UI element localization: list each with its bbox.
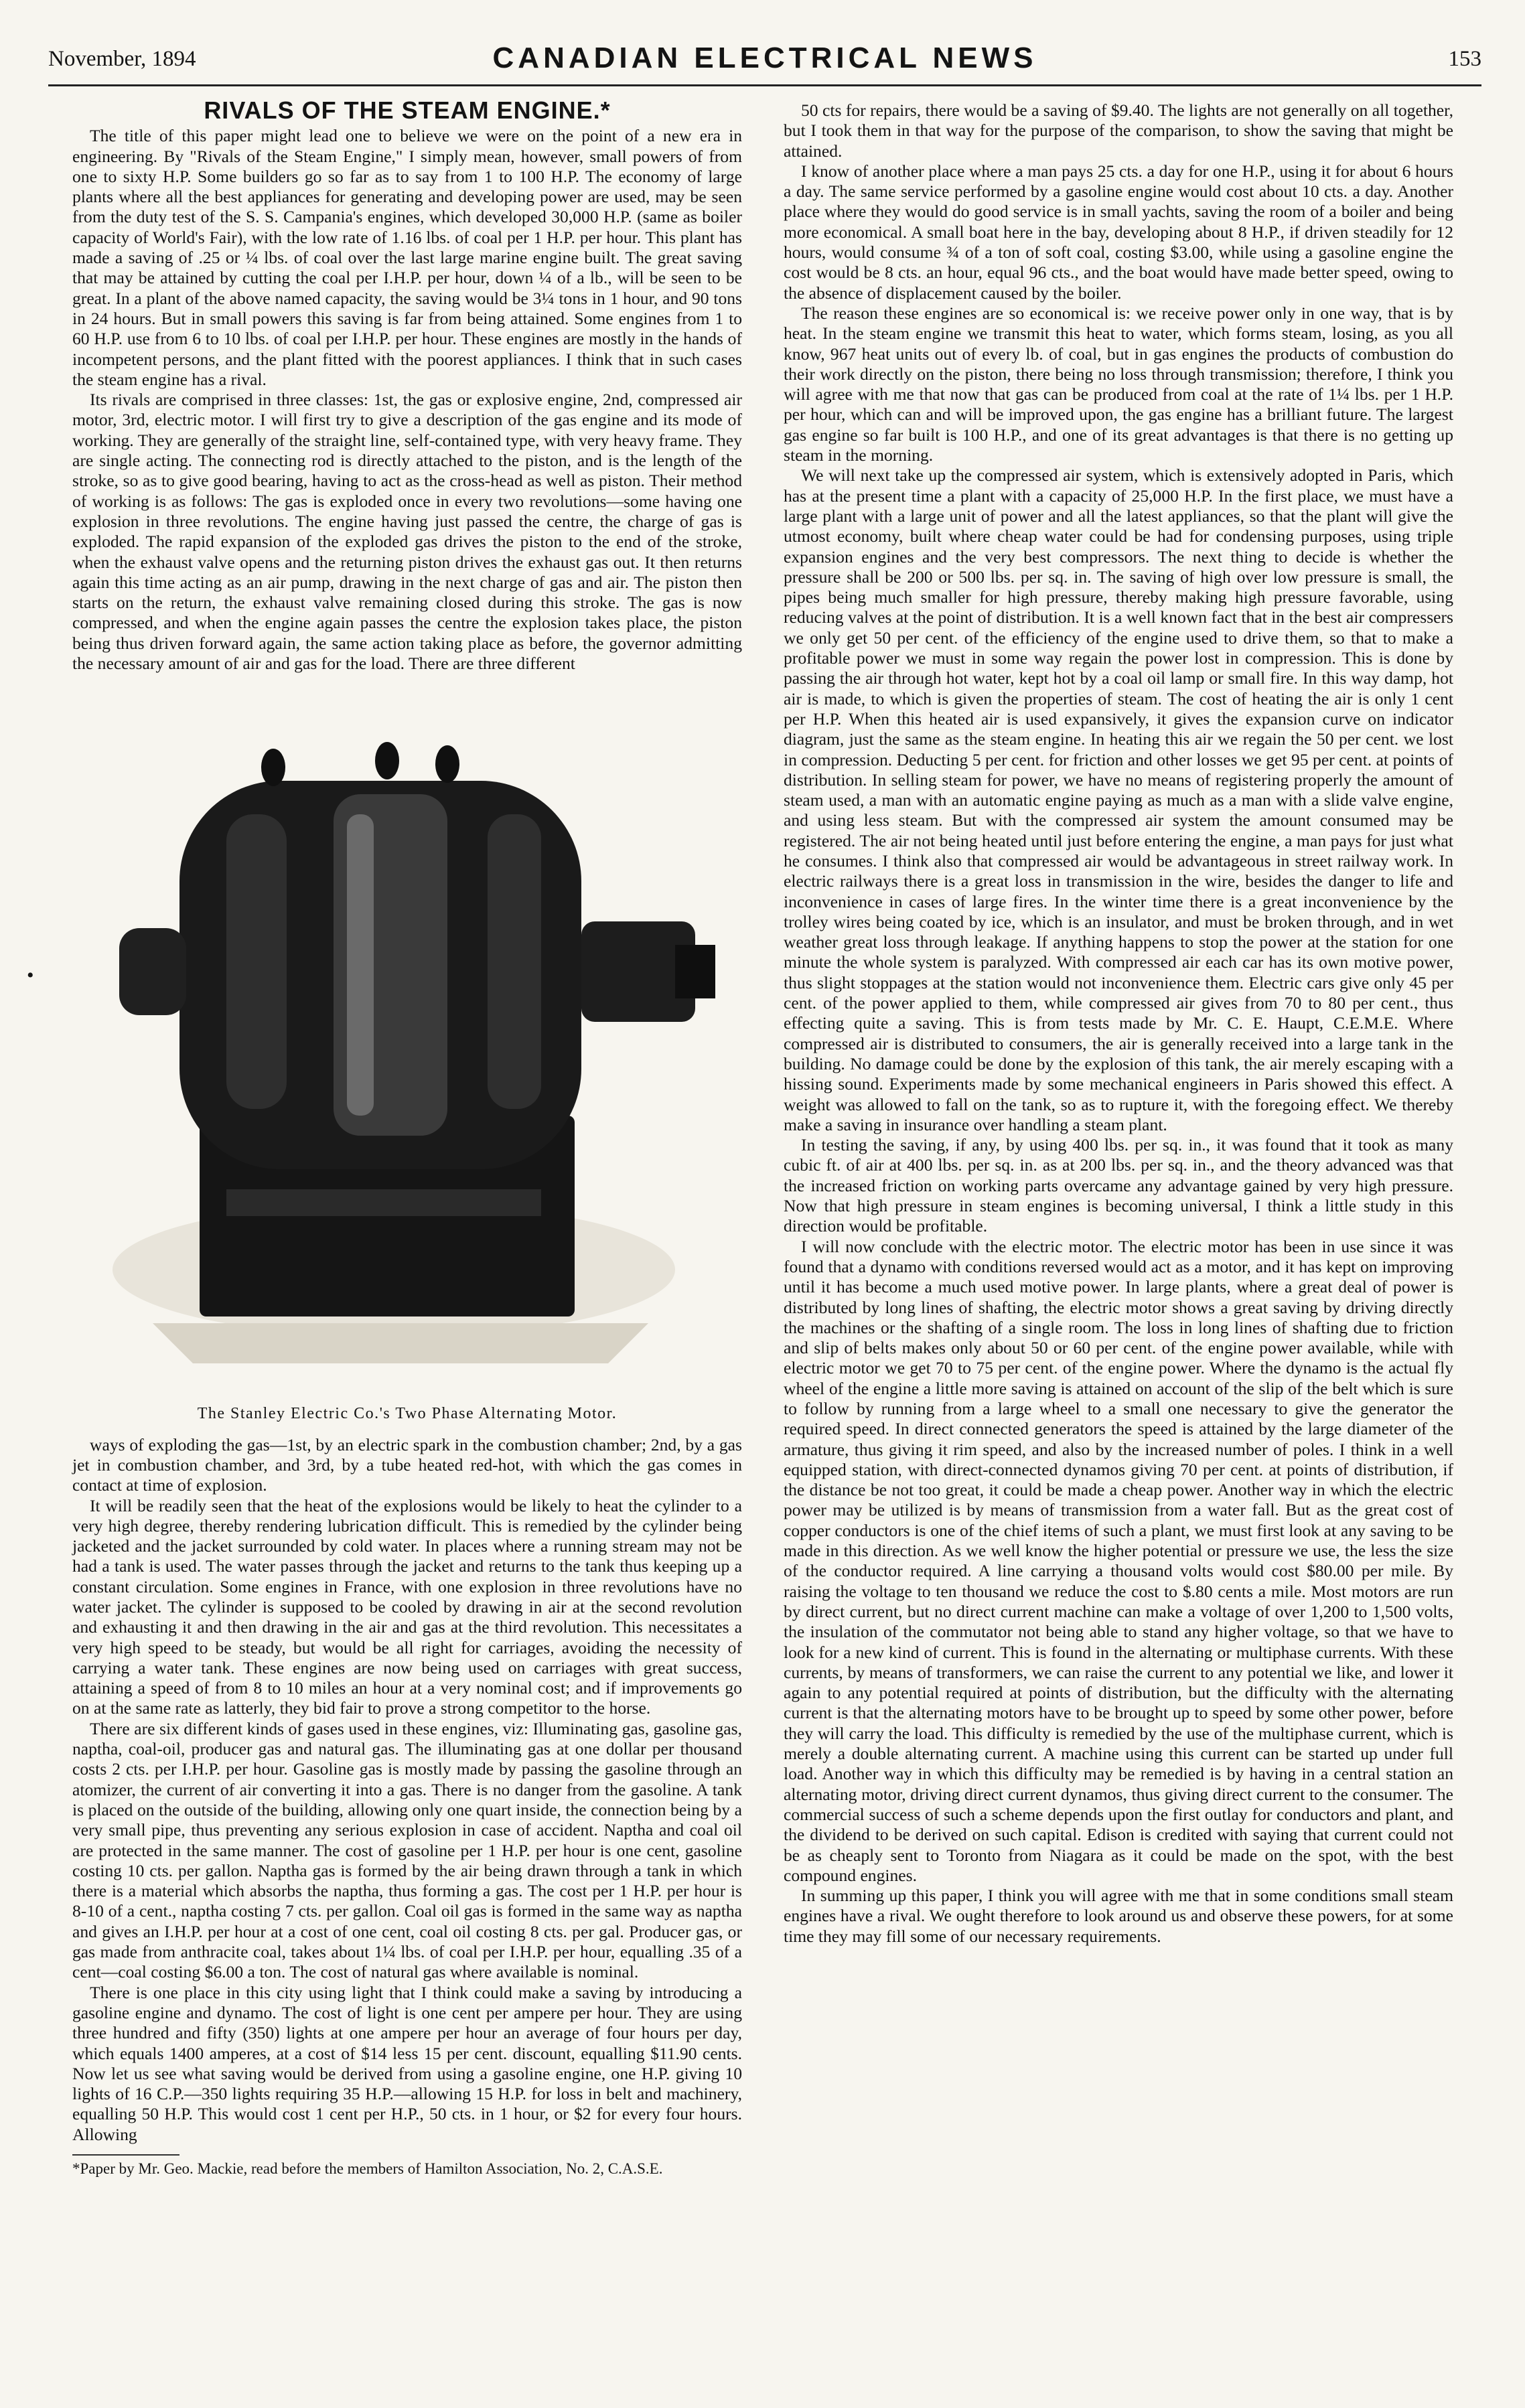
paragraph: In summing up this paper, I think you will agree with me that in some conditions small steam engines have a rival. We ought therefore to look around us and observe these powers, for at some time they may fill some of our necessary requirements. [784, 1886, 1453, 1946]
margin-bullet: • [27, 964, 34, 986]
paragraph: In testing the saving, if any, by using 400 lbs. per sq. in., it was found that it took as many cubic ft. of air at 400 lbs. per sq. in. as at 200 lbs. per sq. in., and the theory advanced was that the increased friction on working parts overcame any advantage gained by very high pressure. Now that high pressure in steam engines is becoming universal, I think a little study in this direction would be profitable. [784, 1135, 1453, 1236]
bearing-left [119, 928, 186, 1015]
paragraph: We will next take up the compressed air system, which is extensively adopted in Paris, which has at the present time a plant with a capacity of 25,000 H.P. In the first place, we must have a large plant with a large unit of power and all the latest appliances, so that the plant will give the utmost economy, built where cheap water could be had for condensing purposes, using triple expansion engines and the very best compressors. The next thing to decide is whether the pressure shall be 200 or 500 lbs. per sq. in. The saving of high over low pressure is small, the pipes being much smaller for high pressure, thereby making high pressure favorable, using reducing valves at the point of distribution. It is a well known fact that in the best air compressers we only get 50 per cent. of the efficiency of the engine used to drive them, so that to make a profitable power we must in some way regain the power lost in compression. This is done by passing the air through hot water, kept hot by a coal oil lamp or small fire. In this way damp, hot air is made, to which is given the properties of steam. The cost of heating the air is only 1 cent per H.P. When this heated air is used expansively, it gives the expansion curve on indicator diagram, just the same as the steam engine. In heating this air we regain the 50 per cent. we lost in compression. Deducting 5 per cent. for friction and other losses we get 95 per cent. at points of distribution. In selling steam for power, we have no means of registering properly the amount of steam used, a man with an automatic engine paying as much as a man with a slide valve engine, and using less steam. But with the compressed air system the amount consumed may be registered. The air not being heated until just before entering the engine, a man pays for just what he consumes. I think also that compressed air would be advantageous in street railway work. In electric railways there is a great loss in transmission in the wire, besides the danger to life and inconvenience in cases of large fires. In the winter time there is a great inconvenience by the trolley wires being coated by ice, which is an insulator, and must be broken through, and in wet weather great loss through leakage. If anything happens to stop the power at the station for one minute the whole system is paralyzed. With compressed air each car has its own motive power, thus slight stoppages at the station would not inconvenience them. Electric cars give only 45 per cent. of the power applied to them, while compressed air gives from 70 to 80 per cent., thus effecting quite a saving. This is from tests made by Mr. C. E. Haupt, C.E.M.E. Where compressed air is distributed to consumers, the air is generally received into a large tank in the building. No damage could be done by the explosion of this tank, the air merely escaping with a hissing sound. Experiments made by some mechanical engineers in Paris showed this effect. A weight was allowed to fall on the tank, so as to rupture it, with the foregoing effect. We thereby make a saving in insurance over handling a steam plant. [784, 465, 1453, 1134]
paragraph: It will be readily seen that the heat of the explosions would be likely to heat the cylinder to a very high degree, thereby rendering lubrication difficult. This is remedied by the cylinder being jacketed and the jacket surrounded by cold water. In places where a running stream may not be had a tank is used. The water passes through the jacket and returns to the tank thus keeping up a constant circulation. Some engines in France, with one explosion in three revolutions have no water jacket. The cylinder is supposed to be cooled by drawing in air at the second revolution and exhausting it and then drawing in the air and gas at the third revolution. This necessitates a very high speed to be steady, but would be all right for carriages, avoiding the necessity of carrying a water tank. These engines are now being used on carriages with great success, attaining a speed of from 8 to 10 miles an hour at a very nominal cost; and if improvements go on at the same rate as latterly, they bid fair to prove a strong competitor to the horse. [72, 1495, 742, 1718]
paragraph: There is one place in this city using light that I think could make a saving by introducing a gasoline engine and dynamo. The cost of light is one cent per ampere per hour. They are using three hundred and fifty (350) lights at one ampere per hour an average of four hours per day, which equals 1400 amperes, at a cost of $14 less 15 per cent. discount, equalling $11.90 cents. Now let us see what saving would be derived from using a gasoline engine, one H.P. giving 10 lights of 16 C.P.—350 lights requiring 35 H.P.—allowing 15 H.P. for loss in belt and machinery, equalling 50 H.P. This would cost 1 cent per H.P., 50 cts. in 1 hour, or $2 for every four hours. Allowing [72, 1982, 742, 2144]
ground-hatching [153, 1323, 648, 1363]
issue-date: November, 1894 [48, 47, 196, 71]
terminal-knob [435, 745, 459, 783]
left-column [72, 96, 742, 2178]
housing-ring-left [226, 814, 287, 1109]
header-rule [48, 84, 1481, 86]
page-header [48, 37, 1481, 80]
footnote-rule [72, 2154, 179, 2156]
page-number: 153 [1448, 47, 1481, 71]
motor-illustration [72, 680, 742, 1397]
right-column [784, 100, 1453, 1947]
journal-title: CANADIAN ELECTRICAL NEWS [492, 42, 1037, 74]
paragraph: The reason these engines are so economical is: we receive power only in one way, that is by heat. In the steam engine we transmit this heat to water, which forms steam, losing, as you all know, 967 heat units out of every lb. of coal, but in gas engines the products of combustion do their work directly on the piston, there being no loss through transmission; therefore, I think you will agree with me that now that gas can be produced from coal at the rate of 1¼ lbs. per 1 H.P. per hour, which can and will be improved upon, the gas engine has a brilliant future. The largest gas engine so far built is 100 H.P., and one of its great advantages is that there is no getting up steam in the morning. [784, 303, 1453, 465]
motor-shaft [675, 945, 715, 998]
article-title: RIVALS OF THE STEAM ENGINE.* [204, 96, 611, 124]
housing-ring-right [488, 814, 541, 1109]
footnote: *Paper by Mr. Geo. Mackie, read before the members of Hamilton Association, No. 2, C.A.S.E. [72, 2160, 663, 2177]
paragraph: I know of another place where a man pays 25 cts. a day for one H.P., using it for about 6 hours a day. The same service performed by a gasoline engine would cost about 10 cts. a day. Another place where they would do good service is in small yachts, saving the room of a boiler and being more economical. A small boat here in the bay, developing about 8 H.P., if driven steadily for 12 hours, would consume ¾ of a ton of soft coal, costing $3.00, while using a gasoline engine the cost would be 8 cts. an hour, equal 96 cts., and the boat would have made better speed, owing to the absence of displacement caused by the boiler. [784, 161, 1453, 303]
terminal-knob [375, 742, 399, 779]
paragraph: There are six different kinds of gases used in these engines, viz: Illuminating gas, gasoline gas, naptha, coal-oil, producer gas and natural gas. The illuminating gas at one dollar per thousand costs 2 cts. per I.H.P. per hour. Gasoline gas is mostly made by passing the gasoline through an atomizer, the current of air converting it into a gas. There is no danger from the gasoline. A tank is placed on the outside of the building, allowing only one quart inside, the connection being by a very small pipe, thus preventing any serious explosion in case of accident. Naptha and coal oil are protected in the same manner. The cost of gasoline per 1 H.P. per hour is one cent, gasoline costing 10 cts. per gallon. Naptha gas is formed by the air being drawn through a tank in which there is a material which absorbs the naptha, thus forming a gas. The cost per 1 H.P. per hour is 8-10 of a cent., naptha costing 7 cts. per gallon. Coal oil gas is formed in the same way as naptha and gives an I.H.P. per hour at a cost of one cent, coal oil costing 8 cts. per gal. Producer gas, or gas made from anthracite coal, takes about 1¼ lbs. of coal per I.H.P. per hour, equalling .35 of a cent—coal costing $6.00 a ton. The cost of natural gas where available is nominal. [72, 1718, 742, 1982]
paragraph: 50 cts for repairs, there would be a saving of $9.40. The lights are not generally on all together, but I took them in that way for the purpose of the comparison, to show the saving that might be attained. [784, 100, 1453, 161]
paragraph: The title of this paper might lead one to believe we were on the point of a new era in engineering. By "Rivals of the Steam Engine," I simply mean, however, small powers of from one to sixty H.P. Some builders go so far as to say from 1 to 100 H.P. The economy of large plants where all the best appliances for generating and developing power are used, may be seen from the duty test of the S. S. Campania's engines, which developed 30,000 H.P. (same as boiler capacity of World's Fair), with the low rate of 1.16 lbs. of coal per 1 H.P. per hour. This plant has made a saving of .25 or ¼ lbs. of coal over the last large marine engine built. The great saving that may be attained by cutting the coal per I.H.P. per hour, down ¼ of a lb., will be seen to be great. In a plant of the above named capacity, the saving would be 3¼ tons in 1 hour, and 90 tons in 24 hours. But in small powers this saving is far from being attained. Some engines from 1 to 60 H.P. use from 6 to 10 lbs. of coal per I.H.P. per hour. These engines are mostly in the hands of incompetent persons, and the plant fitted with the poorest appliances. I think that in such cases the steam engine has a rival. [72, 126, 742, 389]
terminal-knob [261, 749, 285, 786]
motor-engraving [72, 680, 742, 1397]
paragraph: I will now conclude with the electric motor. The electric motor has been in use since it was found that a dynamo with conditions reversed would act as a motor, and it has kept on improving until it has become a much used motive power. In large plants, where a great deal of power is distributed by long lines of shafting, the electric motor shows a great saving by driving directly the machines or the shafting of a single room. The loss in long lines of shafting due to friction and slip of belts makes only about 50 or 60 per cent. of the engine power available, while with electric motor we get 70 to 75 per cent. of the engine power. Where the dynamo is the actual fly wheel of the engine a little more saving is attained on account of the slip of the belt which is sure to follow by running from a large wheel to a small one necessary to give the generator the required speed. In direct connected generators the speed is attained by the large diameter of the armature, thus giving it rim speed, and also by the increased number of poles. I think in a well equipped station, with direct-connected dynamos giving 70 per cent. at points of distribution, if the distance be not too great, it could be made a cheap power. Another way in which the electric power may be utilized is by means of transmission from a water fall. But as the great cost of copper conductors is one of the chief items of such a plant, we must first look at any saving to be made in this direction. As we well know the higher potential or pressure we use, the less the size of the conductor required. A line carrying a thousand volts would cost $80.00 per mile. By raising the voltage to ten thousand we reduce the cost to $.80 cents a mile. Most motors are run by direct current, but no direct current machine can make a voltage of over 1,200 to 1,500 volts, the insulation of the commutator not being able to stand any higher voltage, so that we have to look for a new kind of current. This is found in the alternating or multiphase currents. With these currents, by means of transformers, we can raise the current to any potential we like, and lower it again to any potential required at points of distribution, but the difficulty with the alternating current is that the alternating motors have to be brought up to speed by some other power, before they will carry the load. This difficulty is remedied by the use of the multiphase current, which is merely a double alternating current. A machine using this current can be started up under full load. Another way in which this difficulty may be remedied is by having in a central station an alternating motor, driving direct current dynamos, thus giving direct current to the consumer. The commercial success of such a scheme depends upon the first outlay for conductors and plant, and the dividend to be derived on such capital. Edison is credited with saying that current could not be as cheaply sent to Toronto from Niagara as it could be made on the spot, with the best compound engines. [784, 1236, 1453, 1885]
paragraph: ways of exploding the gas—1st, by an electric spark in the combustion chamber; 2nd, by a gas jet in combustion chamber, and 3rd, by a tube heated red-hot, with which the gas comes in contact at time of explosion. [72, 1434, 742, 1495]
paragraph: Its rivals are comprised in three classes: 1st, the gas or explosive engine, 2nd, compressed air motor, 3rd, electric motor. I will first try to give a description of the gas engine and its mode of working. They are generally of the straight line, self-contained type, with very heavy frame. They are single acting. The connecting rod is directly attached to the piston, and is the length of the stroke, so as to give good bearing, having to act as the cross-head as well as piston. Their method of working is as follows: The gas is exploded once in every two revolutions—some having one explosion in three revolutions. The engine having just passed the centre, the charge of gas is exploded. The rapid expansion of the exploded gas drives the piston to the end of the stroke, when the exhaust valve opens and the returning piston drives the exhaust gas out. It then returns again this time acting as an air pump, drawing in the next charge of gas and air. The piston then starts on the return, the exhaust valve remaining closed during this stroke. The gas is now compressed, and when the engine again passes the centre the explosion takes place, the piston being thus driven forward again, the same action taking place as before, the governor admitting the necessary amount of air and gas for the load. There are three different [72, 390, 742, 674]
ring-highlight [347, 814, 374, 1116]
base-ridge [226, 1189, 541, 1216]
figure-caption: The Stanley Electric Co.'s Two Phase Alternating Motor. [197, 1405, 618, 1423]
